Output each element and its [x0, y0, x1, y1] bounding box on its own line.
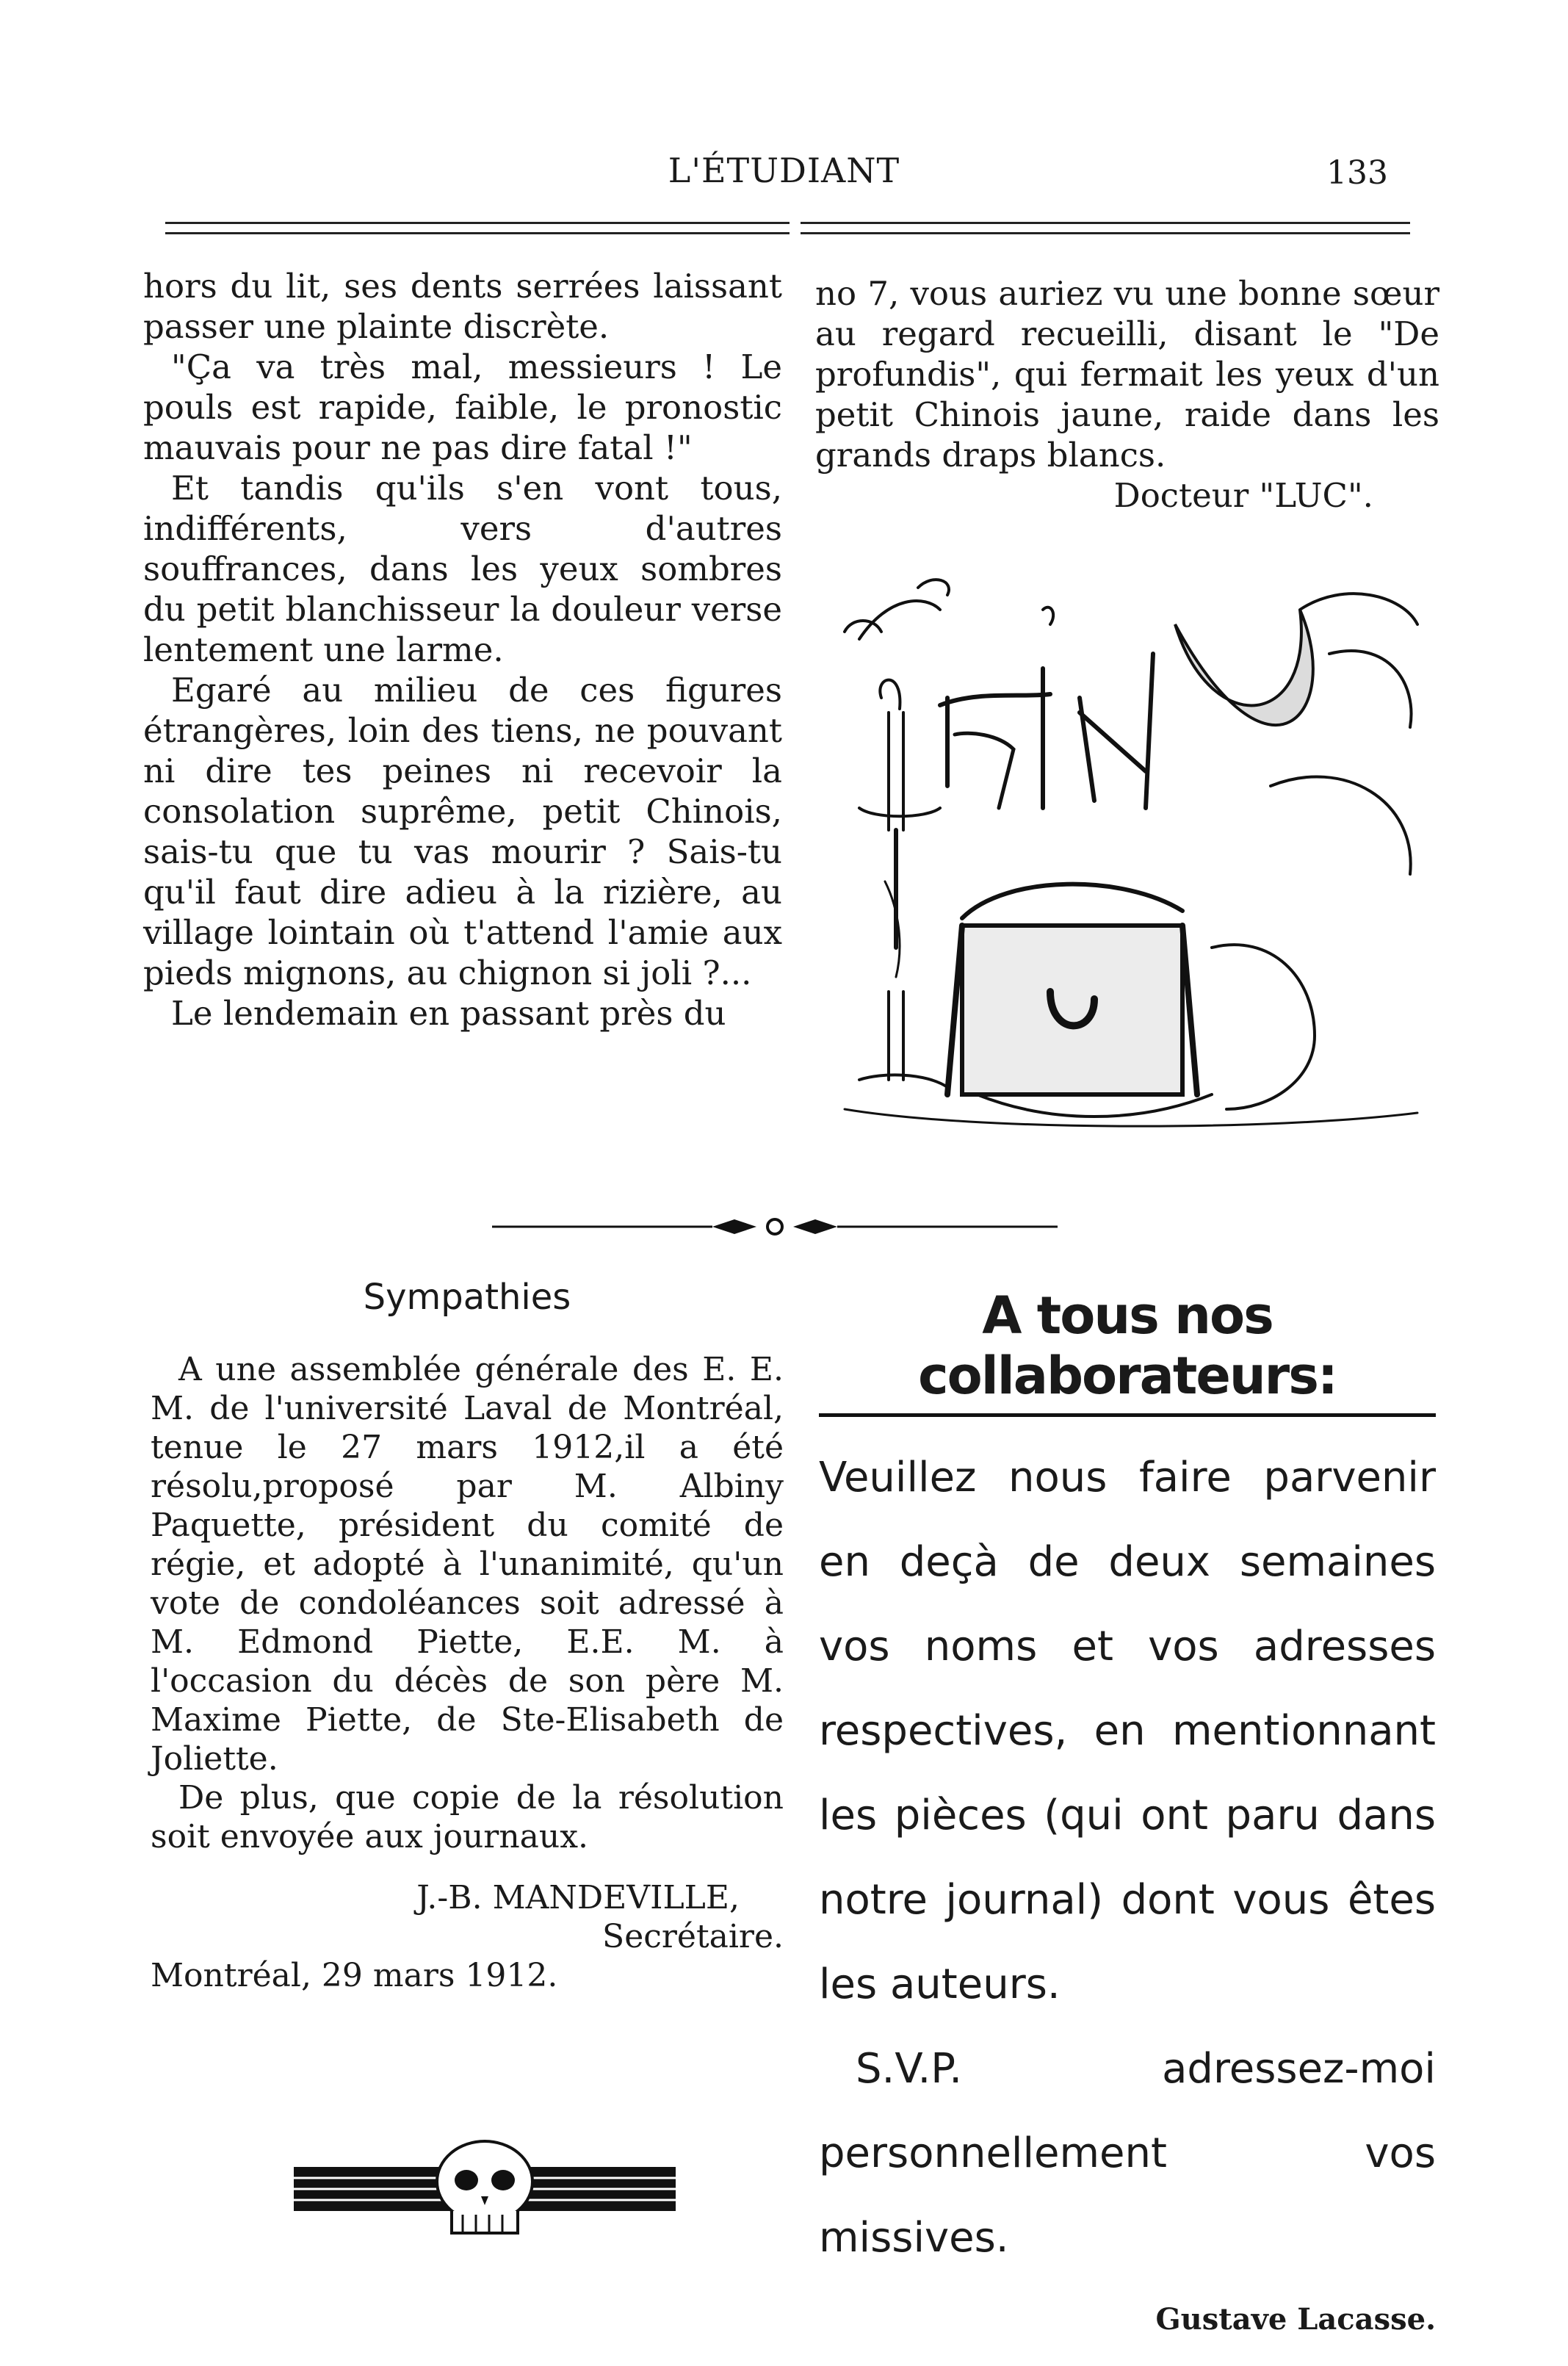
skull-ornament: [294, 2138, 676, 2240]
story-paragraph: hors du lit, ses dents serrées laissant passer une plainte discrète.: [143, 267, 782, 346]
sympathies-paragraph: A une assemblée générale des E. E. M. de l'université Laval de Montréal, tenue le 27 mars 1912,il a été résolu,proposé par M. Albiny Paquette, président du comité de régie, et adopté à l'unanimité, qu'un vote de condoléances soit adressé à M. Edmond Piette, E.E. M. à l'occasion du décès de son père M. Maxime Piette, de Ste-Elisabeth de Joliette.: [151, 1351, 784, 1778]
story-paragraph: no 7, vous auriez vu une bonne sœur au regard recueilli, disant le "De profundis", qui fermait les yeux d'un petit Chinois jaune, raide dans les grands draps blancs.: [815, 274, 1439, 475]
story-right-column: [815, 273, 1439, 516]
sympathies-paragraph: De plus, que copie de la résolution soit envoyée aux journaux.: [151, 1779, 784, 1855]
notice-signature: Gustave Lacasse.: [1155, 2302, 1436, 2337]
header-rule-right-bottom: [801, 232, 1410, 234]
page-number: 133: [1326, 154, 1388, 192]
story-signature: Docteur "LUC".: [1113, 476, 1373, 515]
sympathies-place-date: Montréal, 29 mars 1912.: [151, 1957, 558, 1994]
story-paragraph: Le lendemain en passant près du: [171, 994, 726, 1033]
notice-paragraph: S.V.P. adressez-moi personnellement vos missives.: [819, 2045, 1436, 2262]
notice-paragraph: Veuillez nous faire parvenir en deçà de deux semaines vos noms et vos adresses respectives, en mentionnant les pièces (qui ont paru dans notre journal) dont vous êtes les auteurs.: [819, 1454, 1436, 2008]
story-paragraph: "Ça va très mal, messieurs ! Le pouls est rapide, faible, le pronostic mauvais pour ne pas dire fatal !": [143, 347, 782, 467]
story-paragraph: Et tandis qu'ils s'en vont tous, indifférents, vers d'autres souffrances, dans les yeux sombres du petit blanchisseur la douleur verse lentement une larme.: [143, 469, 782, 669]
section-divider: [492, 1212, 1058, 1241]
header-rule-left-top: [165, 222, 790, 224]
story-paragraph: Egaré au milieu de ces figures étrangères, loin des tiens, ne pouvant ni dire tes peines ni recevoir la consolation suprême, petit Chinois, sais-tu que tu vas mourir ? Sais-tu qu'il faut dire adieu à la rizière, au village lointain où t'attend l'amie aux pieds mignons, au chignon si joli ?...: [143, 671, 782, 992]
notice-section: [819, 1285, 1436, 2366]
notice-body: [819, 1435, 1436, 2280]
page-header-title: L'ÉTUDIANT: [668, 151, 900, 190]
sympathies-signer: J.-B. MANDEVILLE,: [416, 1879, 740, 1916]
header-rule-left-bottom: [165, 232, 790, 234]
sympathies-title: Sympathies: [363, 1277, 571, 1318]
fin-illustration: [830, 566, 1432, 1153]
sympathies-section: [151, 1278, 784, 1995]
story-left-column: [143, 266, 782, 1034]
notice-title: A tous nos collaborateurs:: [819, 1285, 1436, 1417]
header-rule-right-top: [801, 222, 1410, 224]
sympathies-signer-role: Secrétaire.: [602, 1918, 784, 1955]
